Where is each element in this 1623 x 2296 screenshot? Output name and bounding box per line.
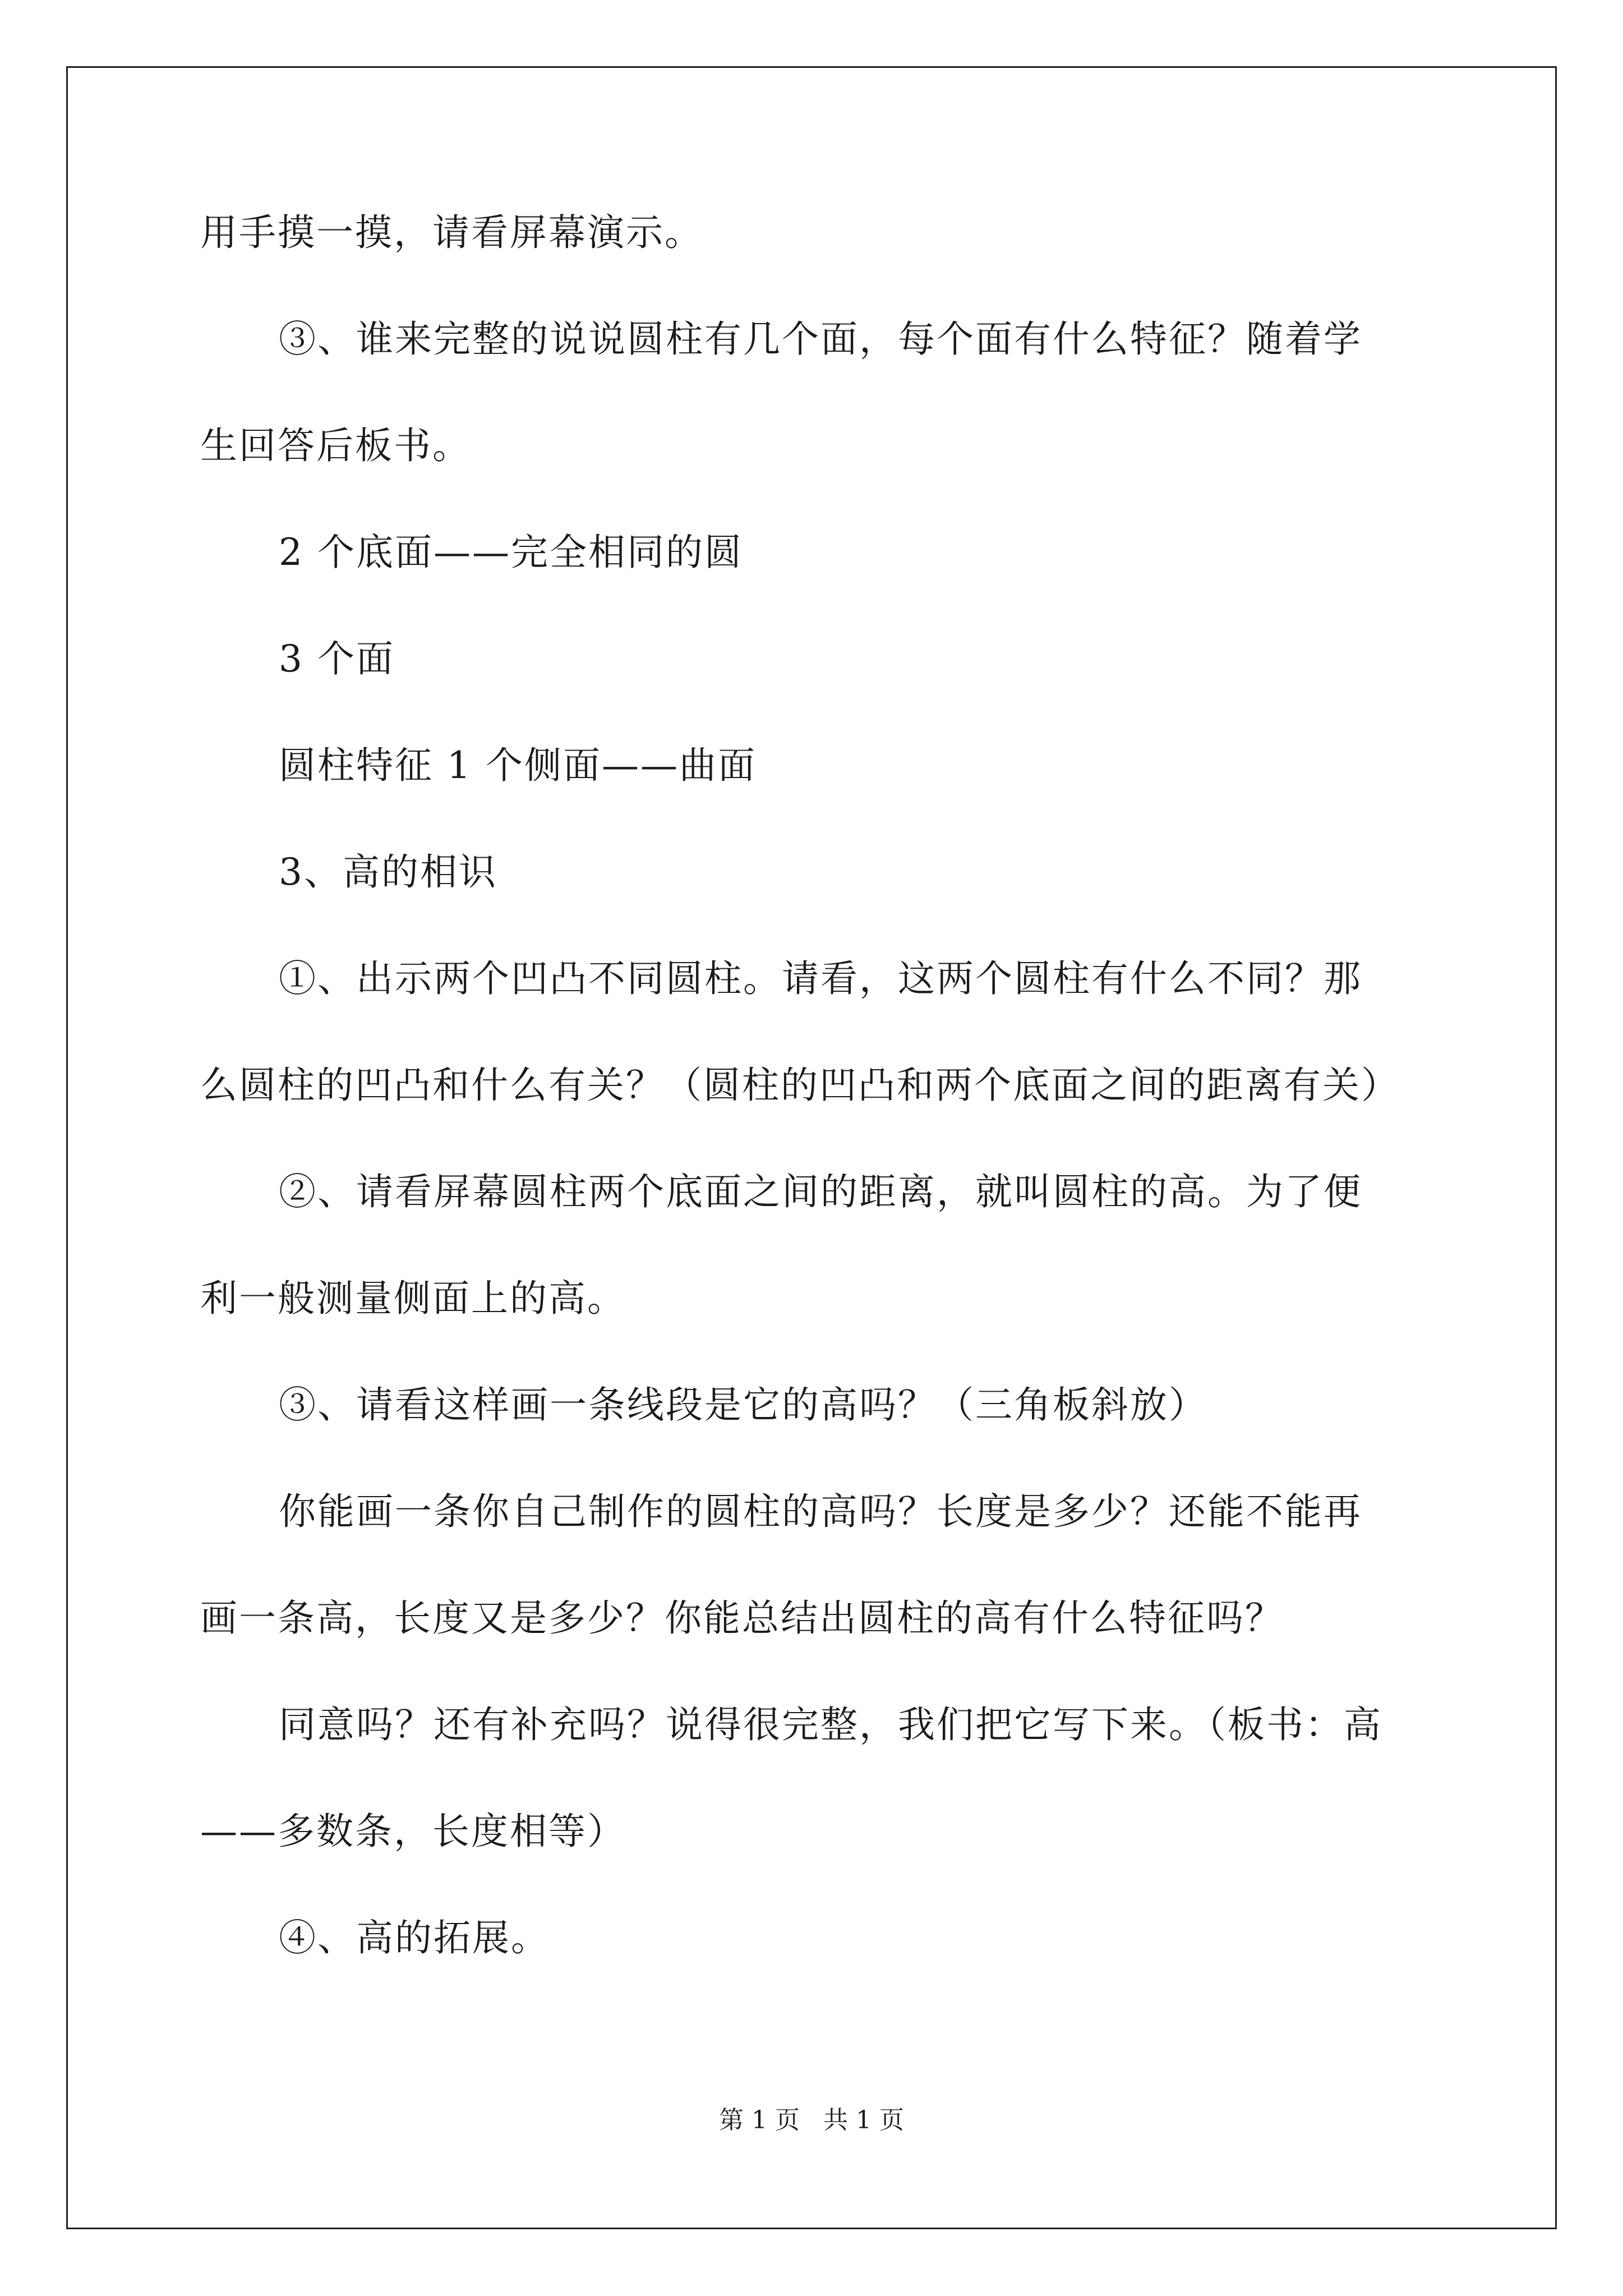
text-line: 画一条高，长度又是多少？你能总结出圆柱的高有什么特征吗？ [200,1596,1284,1640]
text-line: ②、请看屏幕圆柱两个底面之间的距离，就叫圆柱的高。为了便 [279,1170,1362,1213]
text-line: ③、请看这样画一条线段是它的高吗？（三角板斜放） [279,1383,1207,1427]
text-line: 2 个底面——完全相同的圆 [279,531,743,574]
text-line: 圆柱特征 1 个侧面——曲面 [279,744,757,787]
text-line: 同意吗？还有补充吗？说得很完整，我们把它写下来。（板书：高 [279,1703,1382,1746]
text-line: 用手摸一摸，请看屏幕演示。 [200,211,703,254]
text-line: 生回答后板书。 [200,424,471,467]
text-line: 3 个面 [279,637,395,680]
section-heading: 3、高的相识 [279,850,497,894]
text-line: 你能画一条你自己制作的圆柱的高吗？长度是多少？还能不能再 [279,1490,1362,1533]
text-line: ④、高的拓展。 [279,1916,550,1959]
text-line: 利一般测量侧面上的高。 [200,1277,626,1320]
page-number-footer: 第 1 页 共 1 页 [719,2106,904,2134]
text-line: ①、出示两个凹凸不同圆柱。请看，这两个圆柱有什么不同？那 [279,957,1362,1000]
page-border [66,66,1557,2229]
text-line: ——多数条，长度相等） [200,1810,626,1853]
text-line: ③、谁来完整的说说圆柱有几个面，每个面有什么特征？随着学 [279,318,1362,361]
text-line: 么圆柱的凹凸和什么有关？（圆柱的凹凸和两个底面之间的距离有关） [200,1064,1400,1107]
